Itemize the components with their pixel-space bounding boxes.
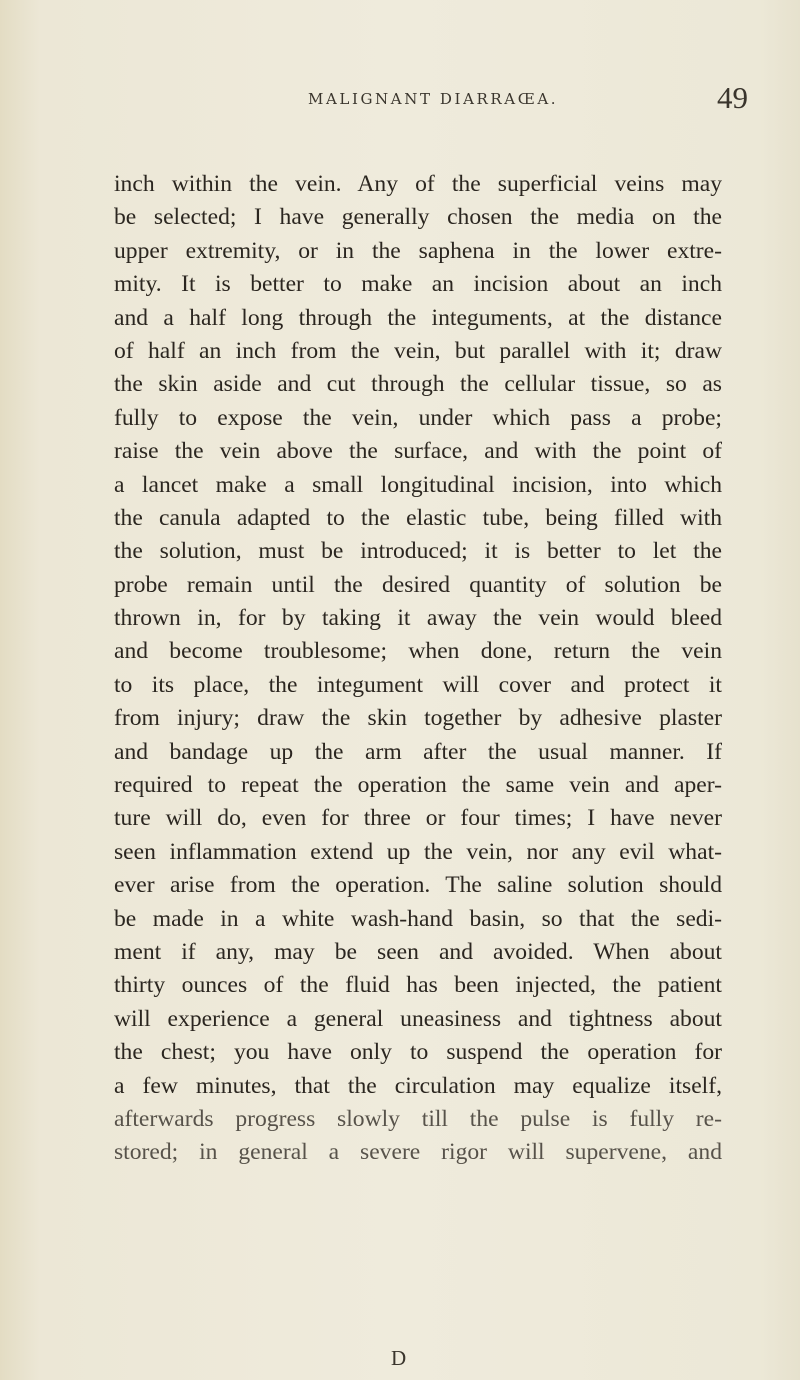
page-number: 49 bbox=[717, 80, 748, 115]
text-line: inch within the vein. Any of the superficial veins may bbox=[114, 171, 722, 197]
text-line: ment if any, may be seen and avoided. When about bbox=[114, 938, 722, 965]
text-line: thrown in, for by taking it away the vein would bleed bbox=[114, 605, 722, 632]
text-line: afterwards progress slowly till the pulse is fully re- bbox=[114, 1105, 722, 1132]
text-line: fully to expose the vein, under which pass a probe; bbox=[114, 404, 722, 431]
text-line: be made in a white wash-hand basin, so that the sedi- bbox=[114, 905, 722, 932]
text-line: the canula adapted to the elastic tube, being filled with bbox=[114, 504, 722, 531]
text-line: will experience a general uneasiness and tightness about bbox=[114, 1005, 722, 1032]
text-line: and bandage up the arm after the usual manner. If bbox=[114, 738, 722, 765]
text-line: stored; in general a severe rigor will supervene, and bbox=[114, 1139, 722, 1166]
text-line: the skin aside and cut through the cellular tissue, so as bbox=[114, 371, 722, 398]
text-line: seen inflammation extend up the vein, nor any evil what- bbox=[114, 838, 722, 865]
text-line: the solution, must be introduced; it is better to let the bbox=[114, 538, 722, 565]
text-line: of half an inch from the vein, but parallel with it; draw bbox=[114, 337, 722, 364]
text-line: ever arise from the operation. The saline solution should bbox=[114, 872, 722, 899]
text-line: raise the vein above the surface, and with the point of bbox=[114, 438, 722, 465]
body-text bbox=[114, 168, 722, 1170]
text-line: upper extremity, or in the saphena in the lower extre- bbox=[114, 237, 722, 264]
text-line: and become troublesome; when done, return the vein bbox=[114, 638, 722, 665]
text-line: probe remain until the desired quantity of solution be bbox=[114, 571, 722, 598]
text-line: from injury; draw the skin together by adhesive plaster bbox=[114, 705, 722, 732]
text-line: the chest; you have only to suspend the operation for bbox=[114, 1039, 722, 1066]
text-line: mity. It is better to make an incision about an inch bbox=[114, 271, 722, 298]
text-line: thirty ounces of the fluid has been injected, the patient bbox=[114, 972, 722, 999]
text-line: and a half long through the integuments, at the distance bbox=[114, 304, 722, 331]
text-line: be selected; I have generally chosen the media on the bbox=[114, 204, 722, 231]
text-line: to its place, the integument will cover and protect it bbox=[114, 671, 722, 698]
running-head-title: MALIGNANT DIARRAŒA. bbox=[308, 90, 559, 108]
signature-mark: D bbox=[391, 1346, 407, 1370]
running-head bbox=[0, 80, 800, 128]
text-line: required to repeat the operation the same vein and aper- bbox=[114, 772, 722, 799]
text-line: a few minutes, that the circulation may equalize itself, bbox=[114, 1072, 722, 1099]
text-line: ture will do, even for three or four times; I have never bbox=[114, 805, 722, 832]
text-line: a lancet make a small longitudinal incision, into which bbox=[114, 471, 722, 498]
